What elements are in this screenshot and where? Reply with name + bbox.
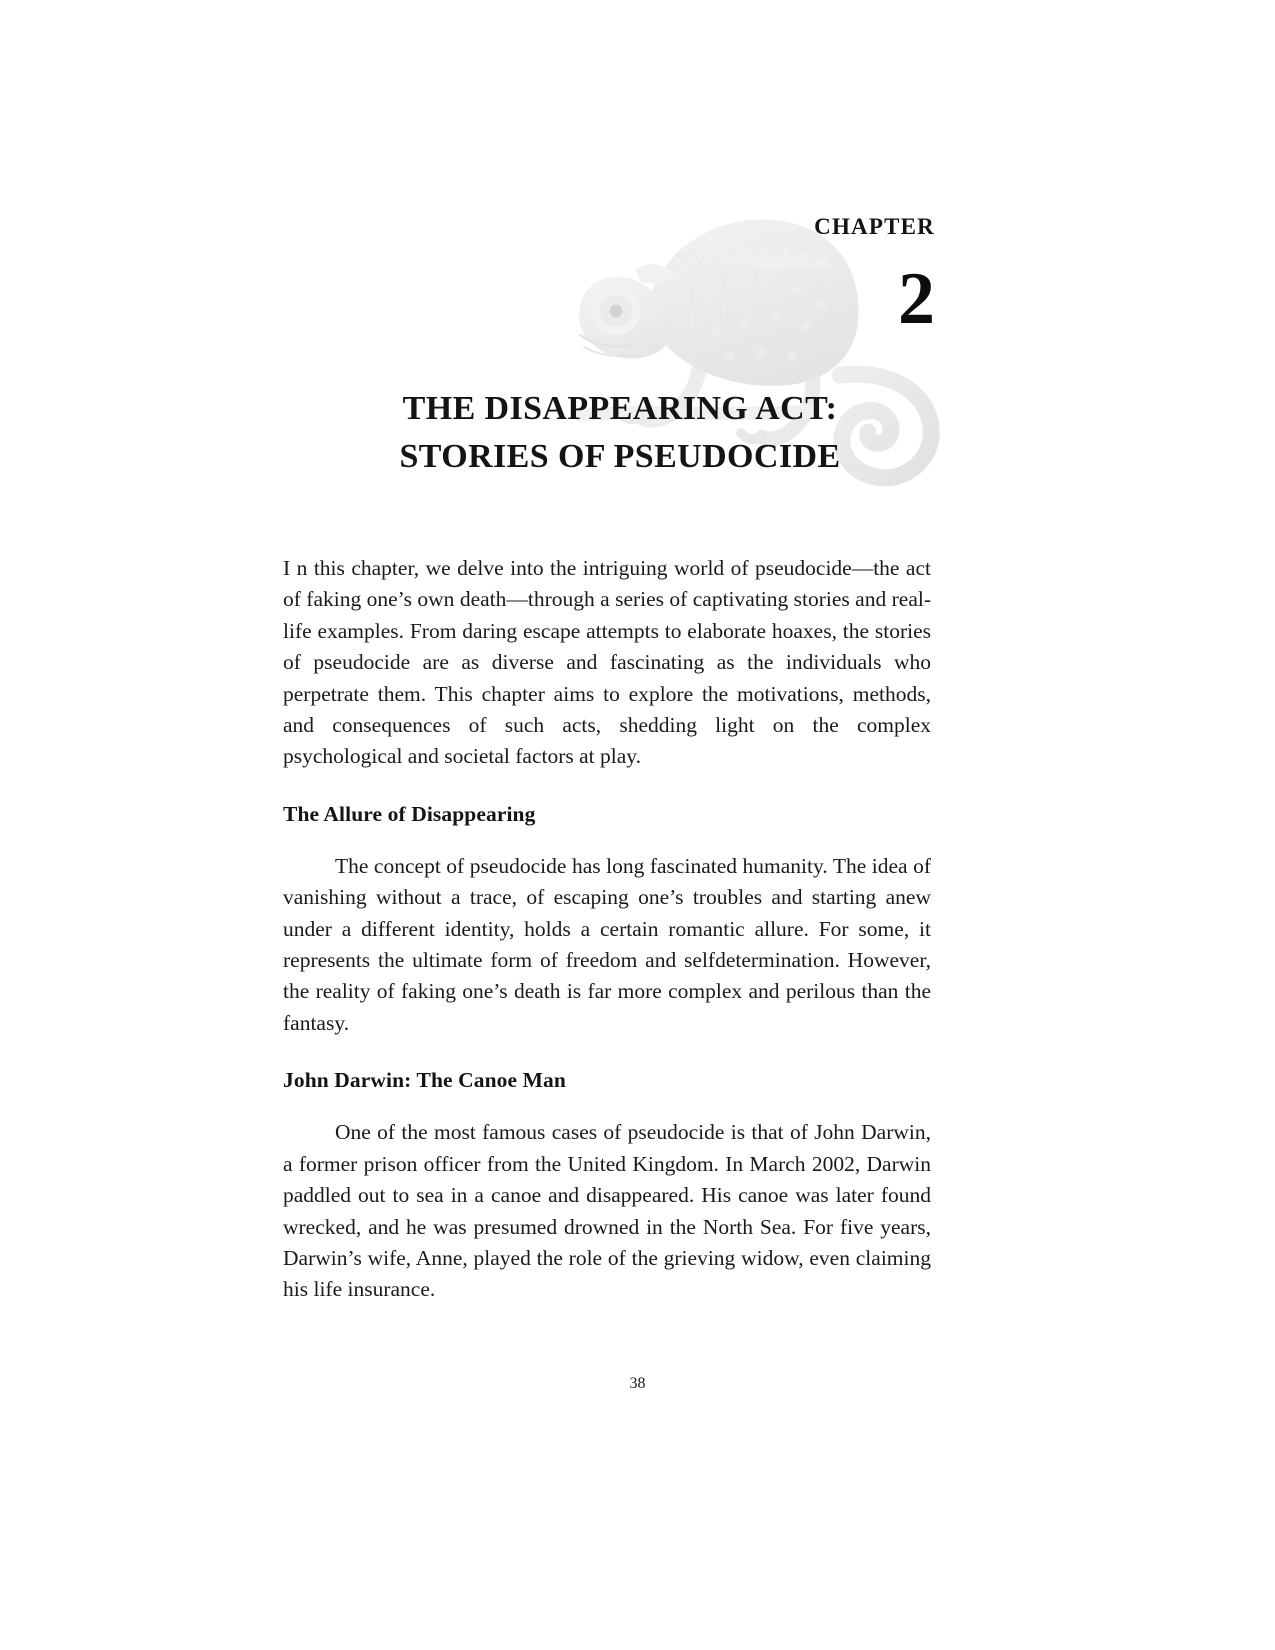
page-number: 38 — [629, 1375, 646, 1392]
chapter-number: 2 — [898, 258, 935, 340]
section-heading-allure-of-disappearing: The Allure of Disappearing — [283, 801, 536, 826]
chapter-title-line-2: STORIES OF PSEUDOCIDE — [399, 438, 841, 476]
chapter-title-line-1: THE DISAPPEARING ACT: — [402, 389, 838, 427]
chapter-title — [300, 385, 940, 482]
section-paragraph-allure-of-disappearing: The concept of pseudocide has long fascinated humanity. The idea of vanishing without a trace, of escaping one’s troubles and starting anew under a different identity, holds a certain romantic allure. For some, it represents the ultimate form of freedom and selfdetermination. However, the reality of faking one’s death is far more complex and perilous than the fantasy. — [283, 853, 931, 1035]
chapter-label: CHAPTER — [814, 214, 935, 239]
intro-paragraph: I n this chapter, we delve into the intriguing world of pseudocide—the act of faking one’s own death—through a series of captivating stories and real-life examples. From daring escape attempts to elaborate hoaxes, the stories of pseudocide are as diverse and fascinating as the individuals who perpetrate them. This chapter aims to explore the motivations, methods, and consequences of such acts, shedding light on the complex psychological and societal factors at play. — [283, 556, 931, 769]
section-heading-john-darwin-canoe-man: John Darwin: The Canoe Man — [283, 1068, 566, 1093]
section-paragraph-john-darwin-canoe-man: One of the most famous cases of pseudocide is that of John Darwin, a former prison officer from the United Kingdom. In March 2002, Darwin paddled out to sea in a canoe and disappeared. His canoe was later found wrecked, and he was presumed drowned in the North Sea. For five years, Darwin’s wife, Anne, played the role of the grieving widow, even claiming his life insurance. — [283, 1120, 931, 1302]
body-text-column — [283, 553, 931, 1306]
